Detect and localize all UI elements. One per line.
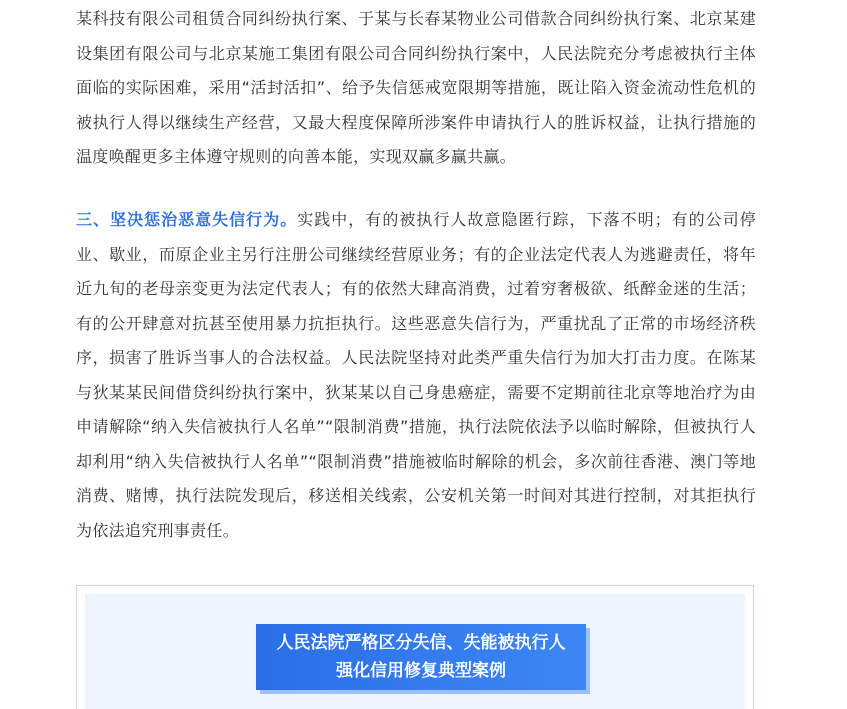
article-paragraph-section-3 [76, 203, 756, 548]
section-body-text: 实践中，有的被执行人故意隐匿行踪，下落不明；有的公司停业、歇业，而原企业主另行注册公司继续经营原业务；有的企业法定代表人为逃避责任，将年近九旬的老母亲变更为法定代表人；有的依然大肆高消费，过着穷奢极欲、纸醉金迷的生活；有的公开肆意对抗甚至使用暴力抗拒执行。这些恶意失信行为，严重扰乱了正常的市场经济秩序，损害了胜诉当事人的合法权益。人民法院坚持对此类严重失信行为加大打击力度。在陈某与狄某某民间借贷纠纷执行案中，狄某某以自己身患癌症，需要不定期前往北京等地治疗为由申请解除“纳入失信被执行人名单”“限制消费”措施，执行法院依法予以临时解除，但被执行人却利用“纳入失信被执行人名单”“限制消费”措施被临时解除的机会，多次前往香港、澳门等地消费、赌博，执行法院发现后，移送相关线索，公安机关第一时间对其进行控制，对其拒执行为依法追究刑事责任。 [76, 210, 756, 540]
case-banner-card [76, 585, 754, 709]
article-paragraph: 某科技有限公司租赁合同纠纷执行案、于某与长春某物业公司借款合同纠纷执行案、北京某建设集团有限公司与北京某施工集团有限公司合同纠纷执行案中，人民法院充分考虑被执行主体面临的实际困难，采用“活封活扣”、给予失信惩戒宽限期等措施，既让陷入资金流动性危机的被执行人得以继续生产经营，又最大程度保障所涉案件申请执行人的胜诉权益，让执行措施的温度唤醒更多主体遵守规则的向善本能，实现双赢多赢共赢。 [76, 9, 756, 166]
case-banner-background [85, 594, 745, 709]
section-heading: 三、坚决惩治恶意失信行为。 [76, 210, 298, 229]
case-banner-title-line2: 强化信用修复典型案例 [336, 661, 506, 681]
case-banner-title [256, 624, 586, 690]
case-banner-title-line1: 人民法院严格区分失信、失能被执行人 [276, 633, 566, 653]
